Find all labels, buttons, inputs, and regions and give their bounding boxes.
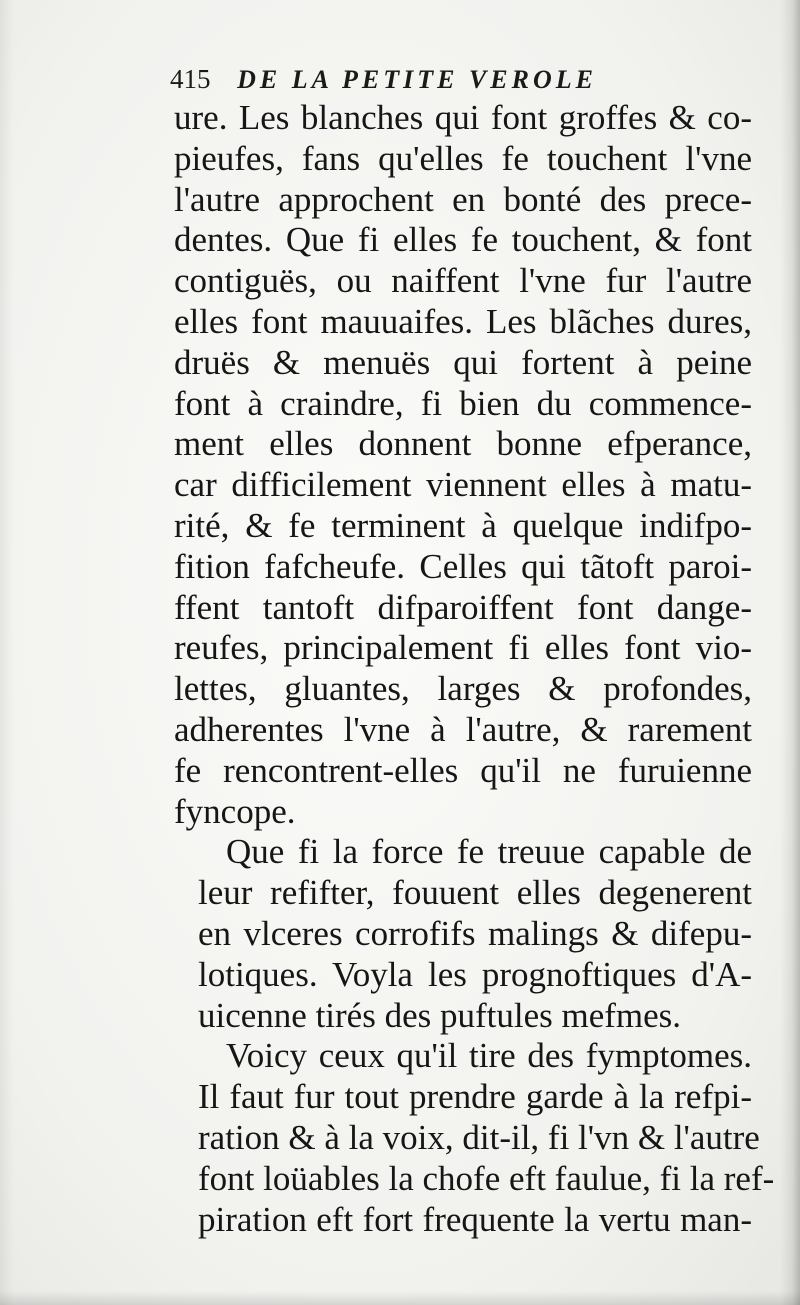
text-line: druës & menuës qui fortent à peine (174, 342, 752, 382)
paragraph-start: Voicy ceux qu'il tire des fymptomes. (226, 1036, 752, 1076)
page-number: 415 (170, 64, 211, 94)
right-edge-shadow (780, 0, 800, 1305)
text-line: fe rencontrent-elles qu'il ne furuienne (174, 750, 752, 790)
text-line: lotiques. Voyla les prognoftiques d'A- (198, 954, 752, 994)
text-line: dentes. Que fi elles fe touchent, & font (174, 220, 752, 260)
text-line: en vlceres corrofifs malings & difepu- (198, 913, 752, 953)
text-line: l'autre approchent en bonté des prece- (174, 179, 752, 219)
text-line: elles font mauuaifes. Les blãches dures, (174, 301, 752, 341)
bottom-edge-shadow (0, 1291, 800, 1305)
text-line: contiguës, ou naiffent l'vne fur l'autre (174, 261, 752, 301)
text-line: ration & à la voix, dit-il, fi l'vn & l'autre (198, 1117, 760, 1157)
text-line: piration eft fort frequente la vertu man- (198, 1199, 752, 1239)
running-title: DE LA PETITE VEROLE (237, 65, 597, 94)
text-line: font loüables la chofe eft faulue, fi la ref- (198, 1158, 775, 1198)
text-line: car difficilement viennent elles à matu- (174, 465, 752, 505)
text-line: reufes, principalement fi elles font vio- (174, 628, 752, 668)
paragraph-start: Que fi la force fe treuue capable de (226, 832, 752, 872)
text-line: leur refifter, fouuent elles degenerent (198, 873, 752, 913)
text-line: Il faut fur tout prendre garde à la refpi- (198, 1077, 752, 1117)
text-line: rité, & fe terminent à quelque indifpo- (174, 505, 752, 545)
text-line: ment elles donnent bonne efperance, (174, 424, 752, 464)
text-line: lettes, gluantes, larges & profondes, (174, 669, 752, 709)
text-line: ure. Les blanches qui font groffes & co- (174, 98, 752, 137)
text-line: ffent tantoft difparoiffent font dange- (174, 587, 752, 627)
body-text (174, 98, 775, 1240)
left-edge-shadow (0, 0, 14, 1305)
text-line: fition fafcheufe. Celles qui tãtoft paroi- (174, 546, 752, 586)
text-line: pieufes, fans qu'elles fe touchent l'vne (174, 138, 752, 178)
text-line: adherentes l'vne à l'autre, & rarement (174, 709, 752, 749)
text-line: uicenne tirés des puftules mefmes. (198, 995, 682, 1035)
text-line: fyncope. (174, 791, 296, 831)
text-line: font à craindre, fi bien du commence- (174, 383, 752, 423)
